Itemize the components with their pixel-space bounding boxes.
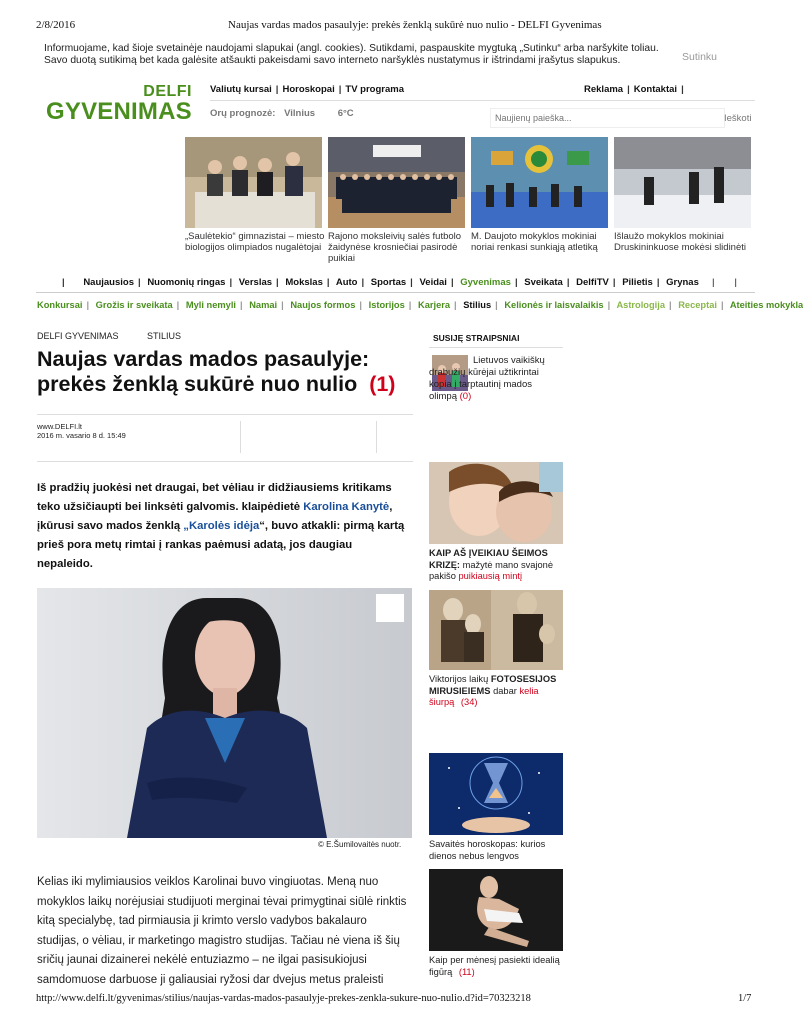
subnav-stilius[interactable]: Stilius — [463, 300, 492, 310]
meta-bottom-divider — [37, 461, 413, 462]
photo-credit: © E.Šumilovaitės nuotr. — [318, 840, 402, 849]
nav-naujausios[interactable]: Naujausios — [83, 277, 134, 288]
nav-mokslas[interactable]: Mokslas — [285, 277, 323, 288]
nav-delfitv[interactable]: DelfiTV — [576, 277, 609, 288]
comments-count[interactable]: (1) — [369, 372, 396, 396]
topbar-link-valiutos[interactable]: Valiutų kursai — [210, 84, 272, 95]
promo-image-4[interactable] — [429, 869, 563, 951]
related-title: SUSIJĘ STRAIPSNIAI — [433, 333, 520, 343]
cookie-text-line1: Informuojame, kad šioje svetainėje naudojami slapukai (angl. cookies). Sutikdami, paspauskite mygtuką „Sutinku“ arba naršykite toliau. — [44, 43, 659, 54]
nav-divider — [36, 292, 755, 293]
related-article-count: (0) — [459, 391, 472, 402]
sub-nav: Konkursai | Grožis ir sveikata | Myli nemyli | Namai | Naujos formos | Istorijos | Karjera | Stilius | Kelionės ir laisvalaikis | Astrologija | Receptai | Ateities mokykla — [37, 300, 803, 310]
promo-image-1[interactable] — [429, 462, 563, 544]
subnav-naujos-formos[interactable]: Naujos formos — [290, 300, 356, 310]
promo-4-count: (11) — [458, 966, 475, 977]
lead-text-c: “, buvo atkakli: pirmą kartą prieš pora metų rimtai į rankas paėmusi adatą, jos daugiau nepaleido. — [37, 520, 405, 570]
body-line-6: samdomuose darbuose ji galiausiai ryžosi dar dvejus metus praleisti — [37, 973, 384, 986]
subnav-karjera[interactable]: Karjera — [417, 300, 451, 310]
teaser-image-3[interactable] — [471, 137, 608, 228]
weather-label: Orų prognozė: — [210, 108, 276, 119]
topbar-right-links: Reklama | Kontaktai | — [584, 84, 684, 95]
nav-veidai[interactable]: Veidai — [419, 277, 447, 288]
related-article[interactable] — [429, 355, 559, 403]
subnav-keliones[interactable]: Kelionės ir laisvalaikis — [504, 300, 604, 310]
article-lead — [37, 479, 407, 574]
subnav-grozis[interactable]: Grožis ir sveikata — [95, 300, 173, 310]
search-input[interactable] — [490, 108, 725, 128]
related-divider — [429, 347, 563, 348]
print-date: 2/8/2016 — [36, 19, 76, 31]
subnav-namai[interactable]: Namai — [249, 300, 278, 310]
body-line-5: sričių jaunai dizainerei nekėlė entuziazmo – ne ilgai pasisukiojusi — [37, 954, 367, 966]
subnav-konkursai[interactable]: Konkursai — [37, 300, 83, 310]
meta-sep-2 — [376, 421, 377, 453]
body-line-4: studijas, o vėliau, ir marketingo magistro studijas. Tačiau nė viena iš šių — [37, 934, 400, 947]
nav-verslas[interactable]: Verslas — [238, 277, 273, 288]
promo-1-text: mažytė mano svajonė pakišo — [429, 559, 554, 581]
topbar-link-kontaktai[interactable]: Kontaktai — [633, 84, 678, 95]
subnav-astrologija[interactable]: Astrologija — [616, 300, 665, 310]
teaser-caption-4[interactable]: Išlaužo mokyklos mokiniai Druskininkuose mokėsi slidinėti — [614, 231, 746, 253]
promo-2-red: kelia šiurpą — [429, 685, 539, 707]
subnav-istorijos[interactable]: Istorijos — [368, 300, 405, 310]
teaser-caption-1[interactable]: „Saulėtekio“ gimnazistai – miesto biologijos olimpiados nugalėtojai — [185, 231, 325, 253]
topbar-link-horoskopai[interactable]: Horoskopai — [282, 84, 335, 95]
weather-temp: 6°C — [337, 108, 354, 119]
print-title: Naujas vardas mados pasaulyje: prekės ženklą sukūrė nuo nulio - DELFI Gyvenimas — [228, 19, 602, 31]
lead-text-a: Iš pradžių juokėsi net draugai, bet vėliau ir didžiausiems kritikams teko užsičiaupti bei linksėti galvomis. klaipėdietė — [37, 482, 392, 513]
body-line-3: kitą specialybę, tad pirmiausia ji krimto verslo vadybos bakalauro — [37, 915, 367, 927]
promo-3[interactable]: Savaitės horoskopas: kurios dienos nebus lengvos — [429, 839, 546, 861]
teaser-caption-3[interactable]: M. Daujoto mokyklos mokiniai noriai renkasi sunkiąją atletiką — [471, 231, 598, 253]
teaser-image-1[interactable] — [185, 137, 322, 228]
promo-2[interactable] — [429, 674, 563, 709]
promo-4-text: Kaip per mėnesį pasiekti idealią figūrą — [429, 955, 560, 977]
lead-author-link[interactable]: Karolina Kanytė — [303, 501, 390, 513]
subnav-receptai[interactable]: Receptai — [678, 300, 717, 310]
nav-grynas[interactable]: Grynas — [666, 277, 699, 288]
article-date: 2016 m. vasario 8 d. 15:49 — [37, 431, 126, 440]
body-line-2: mokyklos laikų norėjusiai studijuoti merginai tėvai primygtinai siūlė rinktis — [37, 895, 407, 908]
nav-auto[interactable]: Auto — [335, 277, 358, 288]
main-nav-trailing: | | — [712, 277, 737, 288]
promo-2-text: dabar — [490, 685, 520, 696]
promo-1-red: puikiausią mintį — [458, 571, 523, 581]
subnav-ateities-mokykla[interactable]: Ateities mokykla — [729, 300, 803, 310]
body-line-1: Kelias iki mylimiausios veiklos Karolinai buvo vingiuotas. Meną nuo — [37, 876, 379, 888]
weather-city[interactable]: Vilnius — [284, 108, 316, 119]
article-meta — [37, 422, 126, 440]
meta-sep-1 — [240, 421, 241, 453]
topbar-link-reklama[interactable]: Reklama — [584, 84, 624, 95]
topbar-divider — [210, 100, 755, 101]
print-page-number: 1/7 — [738, 993, 752, 1004]
search-button[interactable]: Ieškoti — [724, 113, 752, 124]
photo-overlay-box[interactable] — [376, 594, 404, 622]
promo-1-bold: KAIP AŠ ĮVEIKIAU ŠEIMOS KRIZĘ: — [429, 548, 548, 570]
promo-image-2[interactable] — [429, 590, 563, 670]
breadcrumb — [37, 331, 181, 341]
article-source: www.DELFI.lt — [37, 422, 83, 431]
nav-pilietis[interactable]: Pilietis — [622, 277, 653, 288]
nav-sveikata[interactable]: Sveikata — [524, 277, 563, 288]
main-nav: | Naujausios | Nuomonių ringas | Verslas | Mokslas | Auto | Sportas | Veidai | Gyvenimas | Sveikata | DelfiTV | Pilietis | Grynas — [62, 277, 699, 288]
nav-gyvenimas[interactable]: Gyvenimas — [460, 277, 511, 288]
cookie-notice — [44, 43, 684, 67]
nav-nuomoniu-ringas[interactable]: Nuomonių ringas — [147, 277, 226, 288]
promo-2-bold: FOTOSESIJOS MIRUSIEIEMS — [429, 674, 557, 696]
promo-image-3[interactable] — [429, 753, 563, 835]
lead-text-b: , įkūrusi savo mados ženklą — [37, 501, 393, 532]
promo-4[interactable] — [429, 955, 563, 978]
promo-2-pre: Viktorijos laikų — [429, 674, 491, 684]
logo-delfi: DELFI — [143, 83, 192, 100]
article-title — [37, 347, 417, 397]
topbar-links: Valiutų kursai | Horoskopai | TV programa — [210, 84, 404, 95]
logo[interactable] — [46, 84, 196, 124]
promo-1[interactable] — [429, 548, 563, 583]
article-body — [37, 873, 417, 990]
nav-sportas[interactable]: Sportas — [370, 277, 407, 288]
breadcrumb-section[interactable]: DELFI GYVENIMAS — [37, 331, 119, 341]
article-title-line2: prekės ženklą sukūrė nuo nulio — [37, 372, 358, 396]
cookie-accept-button[interactable]: Sutinku — [682, 51, 718, 63]
topbar-link-tv[interactable]: TV programa — [345, 84, 404, 95]
teaser-caption-2[interactable]: Rajono moksleivių salės futbolo žaidynėse krosniečiai pasirodė puikiai — [328, 231, 462, 264]
cookie-text-line2: Savo duotą sutikimą bet kada galėsite atšaukti pakeisdami savo interneto naršyklės nustatymus ir ištrindami įrašytus slapukus. — [44, 55, 621, 66]
teaser-image-4[interactable] — [614, 137, 751, 228]
logo-gyvenimas: GYVENIMAS — [46, 98, 192, 125]
lead-brand-link[interactable]: „Karolės idėja — [183, 520, 260, 532]
article-main-photo[interactable] — [37, 588, 412, 838]
article-title-line1: Naujas vardas mados pasaulyje: — [37, 347, 370, 371]
breadcrumb-subsection[interactable]: STILIUS — [147, 331, 182, 341]
subnav-myli-nemyli[interactable]: Myli nemyli — [185, 300, 236, 310]
print-url: http://www.delfi.lt/gyvenimas/stilius/naujas-vardas-mados-pasaulyje-prekes-zenkla-sukure-nuo-nulio.d?id=70323218 — [36, 993, 531, 1004]
related-article-text: Lietuvos vaikiškų drabužių kūrėjai užtikrintai kopia į tarptautinį mados olimpą — [429, 355, 545, 402]
meta-top-divider — [37, 414, 413, 415]
teaser-image-2[interactable] — [328, 137, 465, 228]
promo-2-count: (34) — [460, 697, 478, 707]
weather — [210, 108, 354, 119]
